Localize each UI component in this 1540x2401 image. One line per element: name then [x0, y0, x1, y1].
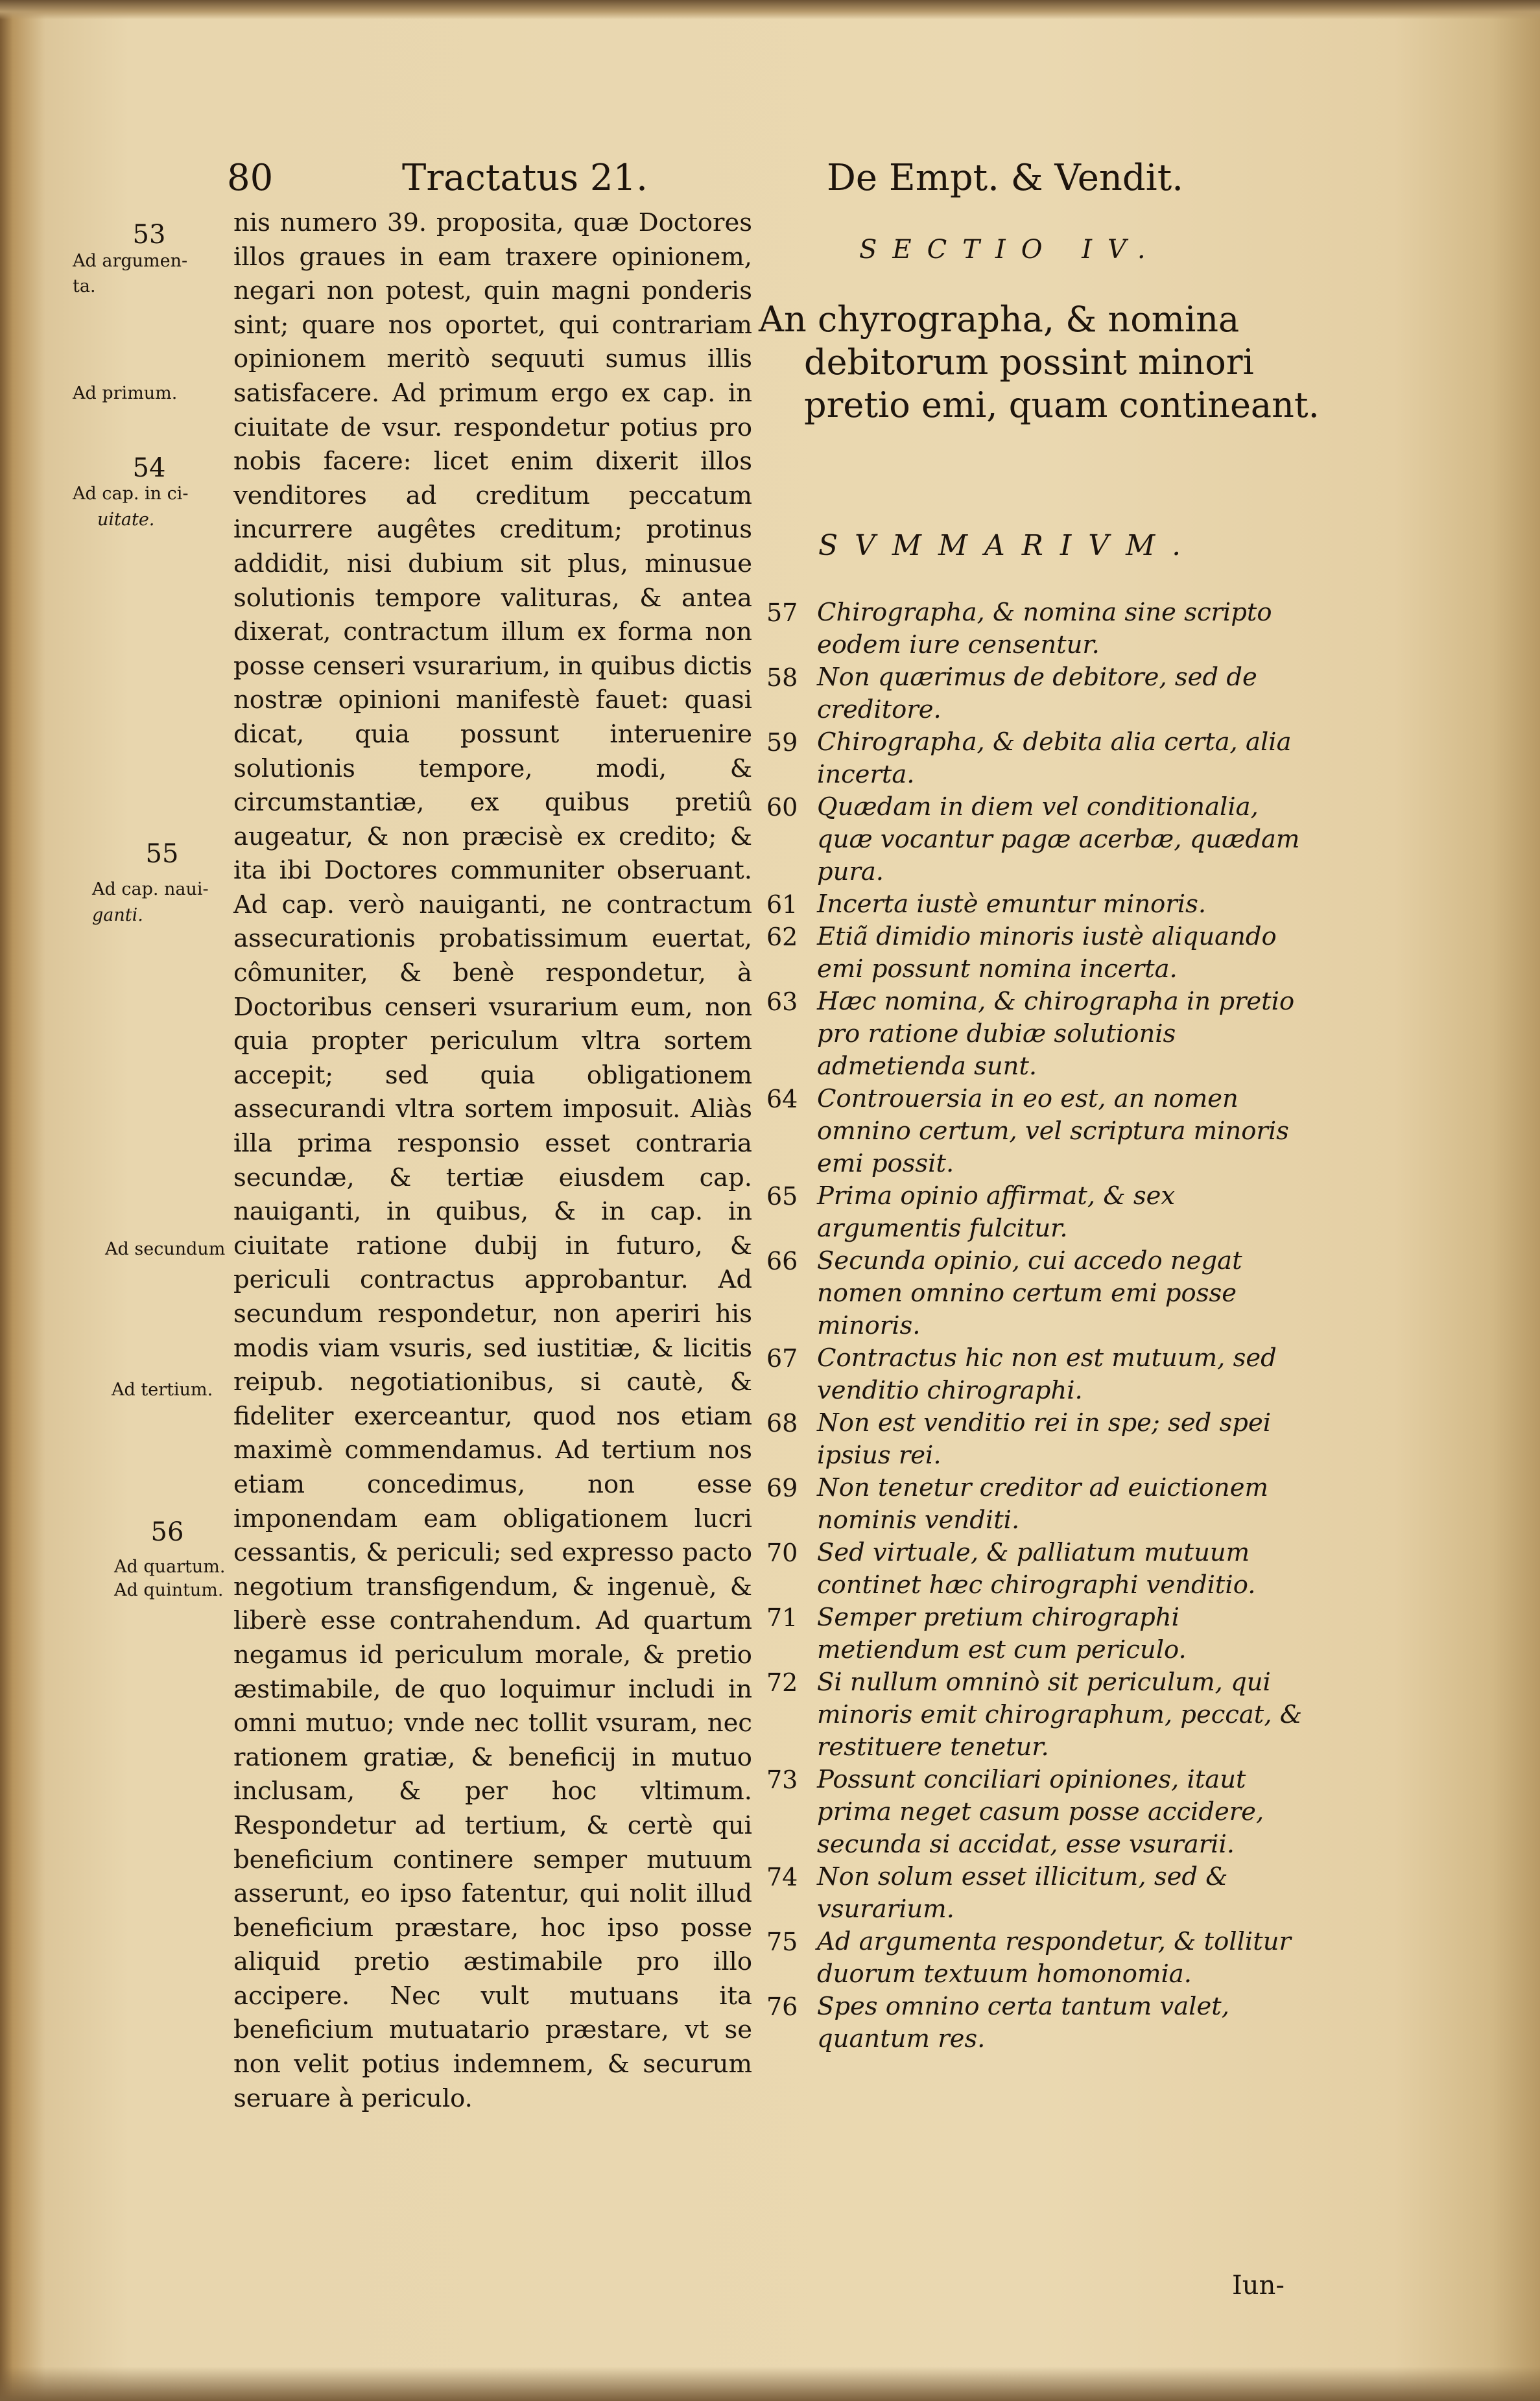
summarium-title: SVMMARIVM. — [818, 529, 1198, 562]
summary-item — [759, 726, 1303, 791]
summary-text: Spes omnino certa tantum valet, quantum res. — [817, 1992, 1229, 2053]
summary-number: 58 — [766, 663, 798, 692]
summary-text: Etiã dimidio minoris iustè aliquando emi possunt nomina incerta. — [817, 922, 1277, 984]
summary-number: 63 — [766, 988, 798, 1016]
margin-note: Ad cap. naui- — [92, 879, 209, 899]
margin-number: 56 — [150, 1517, 184, 1547]
summary-number: 67 — [766, 1344, 798, 1373]
summary-text: Non tenetur creditor ad euictionem nominis venditi. — [817, 1473, 1268, 1535]
margin-note: ganti. — [92, 905, 143, 925]
summary-item — [759, 661, 1303, 726]
summary-text: Contractus hic non est mutuum, sed venditio chirographi. — [817, 1343, 1277, 1405]
summary-text: Prima opinio affirmat, & sex argumentis fulcitur. — [817, 1181, 1176, 1243]
summary-number: 64 — [766, 1085, 798, 1113]
summary-number: 62 — [766, 923, 798, 951]
summary-number: 70 — [766, 1539, 798, 1567]
summary-text: Ad argumenta respondetur, & tollitur duorum textuum homonomia. — [817, 1927, 1291, 1989]
summary-number: 75 — [766, 1928, 798, 1956]
margin-note: Ad tertium. — [112, 1380, 213, 1400]
summary-number: 74 — [766, 1863, 798, 1891]
summary-number: 59 — [766, 728, 798, 757]
margin-number: 53 — [132, 220, 166, 250]
section-question: An chyrographa, & nomina debitorum possint minori pretio emi, quam contineant. — [759, 299, 1320, 425]
running-title-left: Tractatus 21. — [402, 157, 648, 199]
summary-item — [759, 1342, 1303, 1407]
summary-item — [759, 1666, 1303, 1764]
summary-text: Sed virtuale, & palliatum mutuum continet hæc chirographi venditio. — [817, 1538, 1256, 1600]
summary-text: Possunt conciliari opiniones, itaut prima neget casum posse accidere, secunda si accidat, esse vsurarii. — [817, 1765, 1264, 1859]
summary-item — [759, 1861, 1303, 1926]
margin-note: Ad quintum. — [114, 1580, 224, 1600]
summary-item — [759, 791, 1303, 888]
margin-note: uitate. — [97, 510, 155, 530]
page-bottom-edge — [0, 2367, 1540, 2401]
summary-item — [759, 888, 1303, 921]
summary-text: Quædam in diem vel conditionalia, quæ vocantur pagæ acerbæ, quædam pura. — [817, 792, 1300, 886]
summary-number: 57 — [766, 598, 798, 627]
summary-item — [759, 1180, 1303, 1245]
summary-text: Hæc nomina, & chirographa in pretio pro ratione dubiæ solutionis admetienda sunt. — [817, 987, 1295, 1081]
catchword: Iun- — [1232, 2271, 1285, 2300]
summary-number: 73 — [766, 1766, 798, 1794]
summary-number: 72 — [766, 1668, 798, 1697]
summary-item — [759, 1083, 1303, 1180]
summary-item — [759, 1472, 1303, 1537]
summary-item — [759, 921, 1303, 986]
summarium-list — [759, 597, 1303, 2055]
margin-note: Ad argumen- — [73, 251, 188, 271]
summary-text: Secunda opinio, cui accedo negat nomen omnino certum emi posse minoris. — [817, 1246, 1242, 1340]
summary-text: Non quærimus de debitore, sed de creditore. — [817, 663, 1257, 724]
margin-note: Ad cap. in ci- — [73, 484, 189, 504]
section-title: SECTIO IV. — [859, 235, 1161, 265]
summary-number: 69 — [766, 1474, 798, 1502]
summary-item — [759, 1926, 1303, 1991]
summary-text: Incerta iustè emuntur minoris. — [817, 890, 1207, 919]
summary-text: Chirographa, & nomina sine scripto eodem iure censentur. — [817, 598, 1272, 659]
summary-item — [759, 1991, 1303, 2055]
page-top-edge — [0, 0, 1540, 19]
summary-number: 71 — [766, 1603, 798, 1632]
summary-item — [759, 1764, 1303, 1861]
summary-item — [759, 1537, 1303, 1602]
running-title-right: De Empt. & Vendit. — [827, 157, 1183, 199]
summary-item — [759, 1245, 1303, 1342]
summary-number: 65 — [766, 1182, 798, 1211]
margin-number: 54 — [132, 453, 166, 483]
body-paragraph: nis numero 39. proposita, quæ Doctores illos graues in eam traxere opinionem, negari non potest, quin magni ponderis sint; quare nos oportet, qui contrariam opinionem meritò sequuti sumus illis satisfacere. Ad primum ergo ex cap. in ciuitate de vsur. respondetur potius pro nobis facere: licet enim dixerit illos venditores ad creditum peccatum incurrere augêtes creditum; protinus addidit, nisi dubium sit plus, minusue solutionis tempore valituras, & antea dixerat, contractum illum ex forma non posse censeri vsurarium, in quibus dictis nostræ opinioni manifestè fauet: quasi dicat, quia possunt interuenire solutionis tempore, modi, & circumstantiæ, ex quibus pretiû augeatur, & non præcisè ex credito; & ita ibi Doctores communiter obseruant. Ad cap. verò nauiganti, ne contractum assecurationis probatissimum euertat, cômuniter, & benè respondetur, à Doctoribus censeri vsurarium eum, non quia propter periculum vltra sortem accepit; sed quia obligationem assecurandi vltra sortem imposuit. Aliàs illa prima responsio esset contraria secundæ, & tertiæ eiusdem cap. nauiganti, in quibus, & in cap. in ciuitate ratione dubij in futuro, & periculi contractus approbantur. Ad secundum respondetur, non aperiri his modis viam vsuris, sed iustitiæ, & licitis reipub. negotiationibus, si cautè, & fideliter exerceantur, quod nos etiam maximè commendamus. Ad tertium nos etiam concedimus, non esse imponendam eam obligationem lucri cessantis, & periculi; sed expresso pacto negotium transfigendum, & ingenuè, & liberè esse contrahendum. Ad quartum negamus id periculum morale, & pretio æstimabile, de quo loquimur includi in omni mutuo; vnde nec tollit vsuram, nec rationem gratiæ, & beneficij in mutuo inclusam, & per hoc vltimum. Respondetur ad tertium, & certè qui beneficium continere semper mutuum asserunt, eo ipso fatentur, qui nolit illud beneficium præstare, hoc ipso posse aliquid pretio æstimabile pro illo accipere. Nec vult mutuans ita beneficium mutuatario præstare, vt se non velit potius indemnem, & securum seruare à periculo. — [233, 208, 752, 2113]
summary-number: 76 — [766, 1993, 798, 2021]
page-number: 80 — [227, 157, 274, 199]
margin-number: 55 — [145, 839, 179, 869]
summary-text: Semper pretium chirographi metiendum est cum periculo. — [817, 1603, 1187, 1664]
summary-number: 68 — [766, 1409, 798, 1437]
summary-text: Si nullum omninò sit periculum, qui minoris emit chirographum, peccat, & restituere tenetur. — [817, 1668, 1303, 1762]
summary-text: Chirographa, & debita alia certa, alia incerta. — [817, 727, 1292, 789]
left-column-text — [233, 206, 752, 2116]
summary-item — [759, 597, 1303, 661]
summary-text: Non solum esset illicitum, sed & vsurarium. — [817, 1862, 1228, 1924]
margin-note: ta. — [73, 276, 96, 296]
margin-note: Ad quartum. — [114, 1557, 226, 1577]
summary-item — [759, 1407, 1303, 1472]
summary-text: Controuersia in eo est, an nomen omnino certum, vel scriptura minoris emi possit. — [817, 1084, 1289, 1178]
summary-item — [759, 986, 1303, 1083]
margin-note: Ad primum. — [73, 383, 178, 403]
summary-number: 66 — [766, 1247, 798, 1275]
summary-text: Non est venditio rei in spe; sed spei ipsius rei. — [817, 1408, 1272, 1470]
margin-note: Ad secundum — [105, 1239, 226, 1259]
summary-number: 61 — [766, 890, 798, 919]
summary-item — [759, 1602, 1303, 1666]
summary-number: 60 — [766, 793, 798, 822]
